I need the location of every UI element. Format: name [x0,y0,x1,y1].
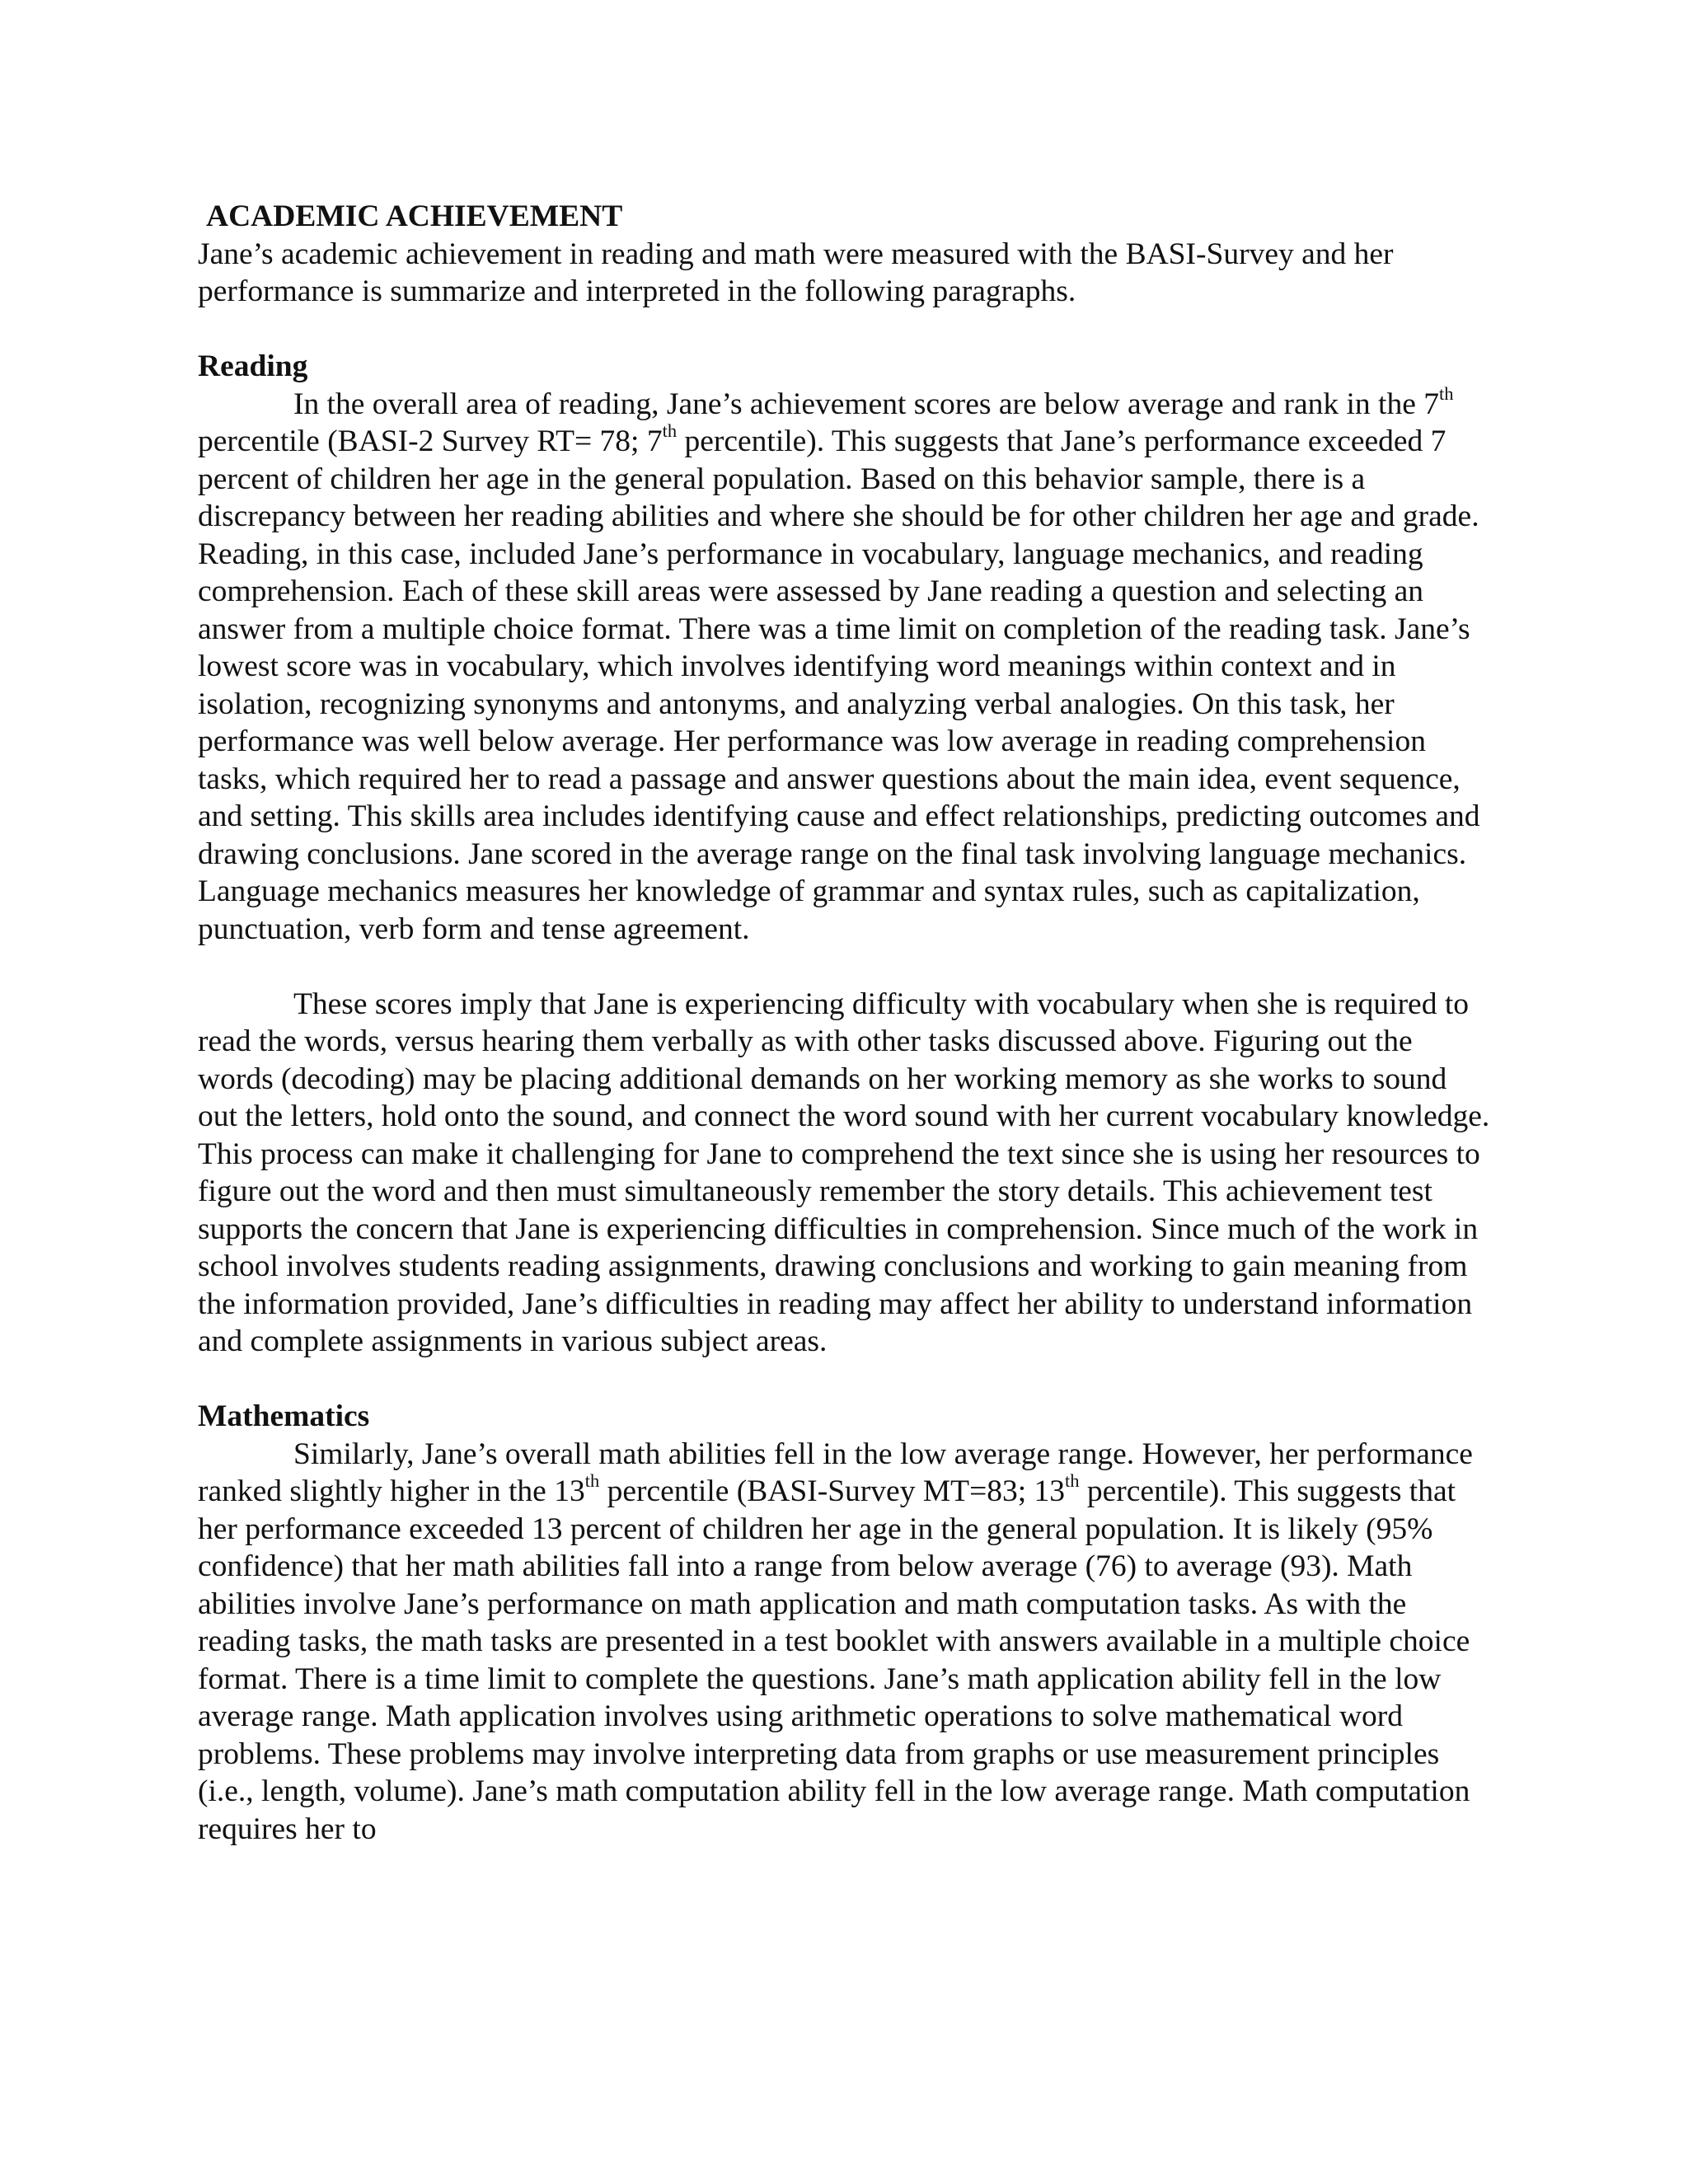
reading-p1-text-a: In the overall area of reading, Jane’s achievement scores are below average and rank in the 7 [293,387,1439,421]
math-p1-text-c: percentile). This suggests that her performance exceeded 13 percent of children her age in the general population. It is likely (95% confidence) that her math abilities fall into a range from below average (76) to average (93). Math abilities involve Jane’s performance on math application and math computation tasks. As with the reading tasks, the math tasks are presented in a test booklet with answers available in a multiple choice format. There is a time limit to complete the questions. Jane’s math application ability fell in the low average range. Math application involves using arithmetic operations to solve mathematical word problems. These problems may involve interpreting data from graphs or use measurement principles (i.e., length, volume). Jane’s math computation ability fell in the low average range. Math computation requires her to [198,1474,1470,1846]
reading-paragraph-2: These scores imply that Jane is experiencing difficulty with vocabulary when she is required to read the words, versus hearing them verbally as with other tasks discussed above. Figuring out the words (decoding) may be placing additional demands on her working memory as she works to sound out the letters, hold onto the sound, and connect the word sound with her current vocabulary knowledge. This process can make it challenging for Jane to comprehend the text since she is using her resources to figure out the word and then must simultaneously remember the story details. This achievement test supports the concern that Jane is experiencing difficulties in comprehension. Since much of the work in school involves students reading assignments, drawing conclusions and working to gain meaning from the information provided, Jane’s difficulties in reading may affect her ability to understand information and complete assignments in various subject areas. [198,987,1490,1358]
section-heading-reading: Reading [198,349,308,383]
section-heading-mathematics: Mathematics [198,1399,370,1433]
math-p1-text-b: percentile (BASI-Survey MT=83; 13 [599,1474,1066,1508]
ordinal-suffix: th [1065,1470,1080,1492]
mathematics-paragraph-1 [198,1436,1490,1849]
ordinal-suffix: th [584,1470,600,1492]
ordinal-suffix: th [662,420,678,442]
reading-p1-text-b: percentile (BASI-2 Survey RT= 78; 7 [198,424,663,458]
spacer [198,1361,1490,1399]
ordinal-suffix: th [1438,382,1454,404]
spacer [198,311,1490,349]
spacer [198,948,1490,986]
reading-p1-text-c: percentile). This suggests that Jane’s performance exceeded 7 percent of children her age in the general population. Based on this behavior sample, there is a discrepancy between her reading abilities and where she should be for other children her age and grade. Reading, in this case, included Jane’s performance in vocabulary, language mechanics, and reading comprehension. Each of these skill areas were assessed by Jane reading a question and selecting an answer from a multiple choice format. There was a time limit on completion of the reading task. Jane’s lowest score was in vocabulary, which involves identifying word meanings within context and in isolation, recognizing synonyms and antonyms, and analyzing verbal analogies. On this task, her performance was well below average. Her performance was low average in reading comprehension tasks, which required her to read a passage and answer questions about the main idea, event sequence, and setting. This skills area includes identifying cause and effect relationships, predicting outcomes and drawing conclusions. Jane scored in the average range on the final task involving language mechanics. Language mechanics measures her knowledge of grammar and syntax rules, such as capitalization, punctuation, verb form and tense agreement. [198,424,1480,946]
page-title: ACADEMIC ACHIEVEMENT [206,199,623,233]
document-page [198,198,1490,1848]
reading-paragraph-1 [198,382,1490,949]
intro-paragraph: Jane’s academic achievement in reading and math were measured with the BASI-Survey and her performance is summarize and interpreted in the following paragraphs. [198,237,1394,308]
math-p1-text-a: Similarly, Jane’s overall math abilities fell in the low average range. However, her performance ranked slightly higher in the 13 [198,1436,1473,1508]
